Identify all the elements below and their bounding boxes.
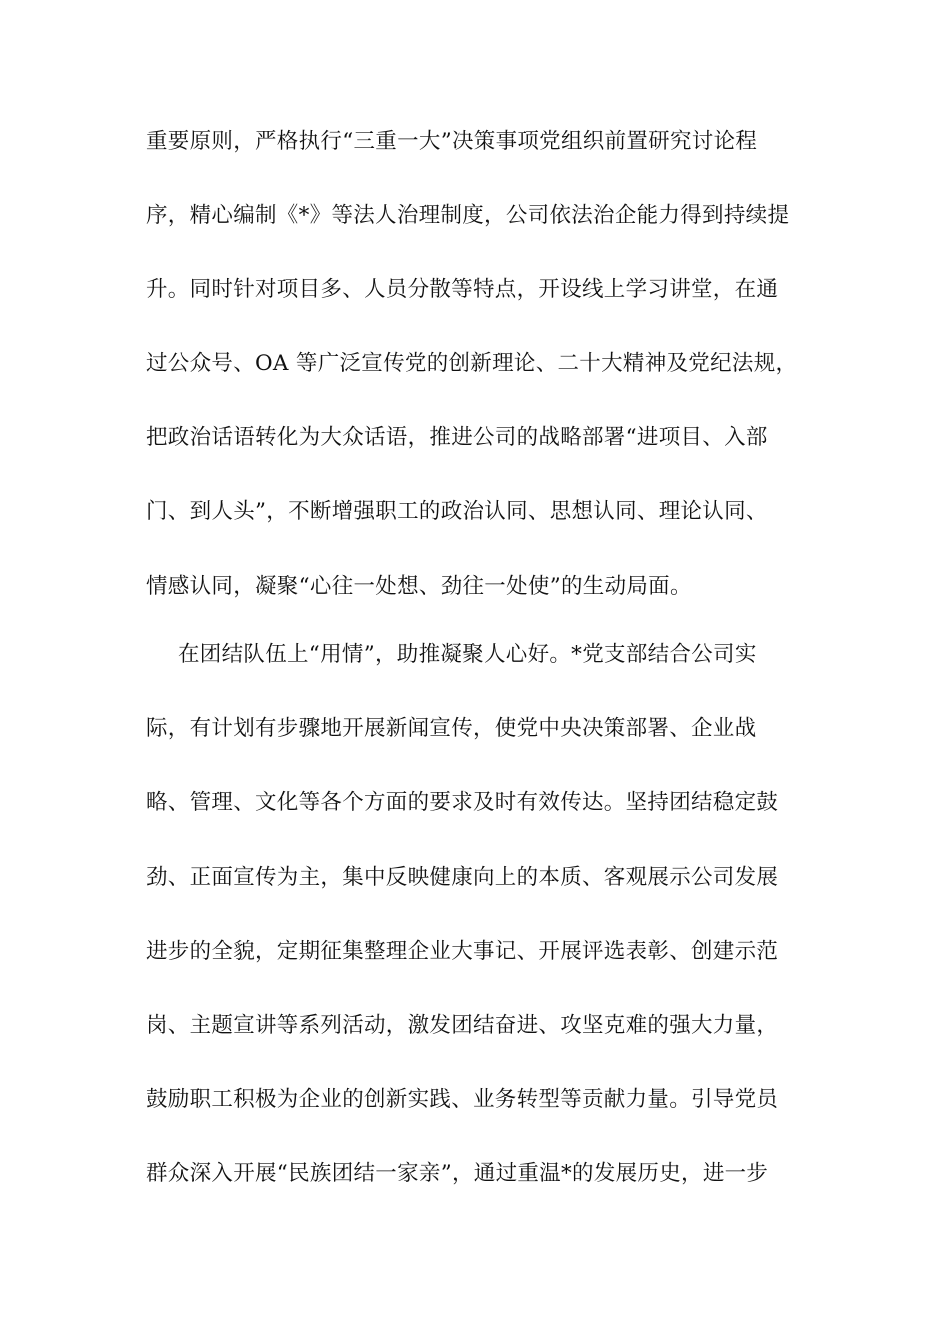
paragraph-1-line-5: 把政治话语转化为大众话语，推进公司的战略部署“进项目、入部 [146,425,768,450]
paragraph-2-line-4: 劲、正面宣传为主，集中反映健康向上的本质、客观展示公司发展 [146,865,779,890]
paragraph-2-line-2: 际，有计划有步骤地开展新闻宣传，使党中央决策部署、企业战 [146,716,757,741]
paragraph-1-line-3: 升。同时针对项目多、人员分散等特点，开设线上学习讲堂，在通 [146,277,779,302]
paragraph-2-line-6: 岗、主题宣讲等系列活动，激发团结奋进、攻坚克难的强大力量， [146,1013,779,1038]
paragraph-1-line-4: 过公众号、OA 等广泛宣传党的创新理论、二十大精神及党纪法规， [146,351,798,376]
paragraph-1-line-6: 门、到人头”，不断增强职工的政治认同、思想认同、理论认同、 [146,499,768,524]
paragraph-1-line-1: 重要原则，严格执行“三重一大”决策事项党组织前置研究讨论程 [146,129,758,154]
paragraph-2-line-3: 略、管理、文化等各个方面的要求及时有效传达。坚持团结稳定鼓 [146,790,779,815]
paragraph-2-line-8: 群众深入开展“民族团结一家亲”，通过重温*的发展历史，进一步 [146,1161,769,1186]
paragraph-2-line-5: 进步的全貌，定期征集整理企业大事记、开展评选表彰、创建示范 [146,939,779,964]
paragraph-1-line-2: 序，精心编制《*》等法人治理制度，公司依法治企能力得到持续提 [146,203,790,228]
paragraph-2-line-1: 在团结队伍上“用情”，助推凝聚人心好。*党支部结合公司实 [178,642,757,667]
paragraph-1-line-7: 情感认同，凝聚“心往一处想、劲往一处使”的生动局面。 [146,574,692,599]
paragraph-2-line-7: 鼓励职工积极为企业的创新实践、业务转型等贡献力量。引导党员 [146,1087,779,1112]
